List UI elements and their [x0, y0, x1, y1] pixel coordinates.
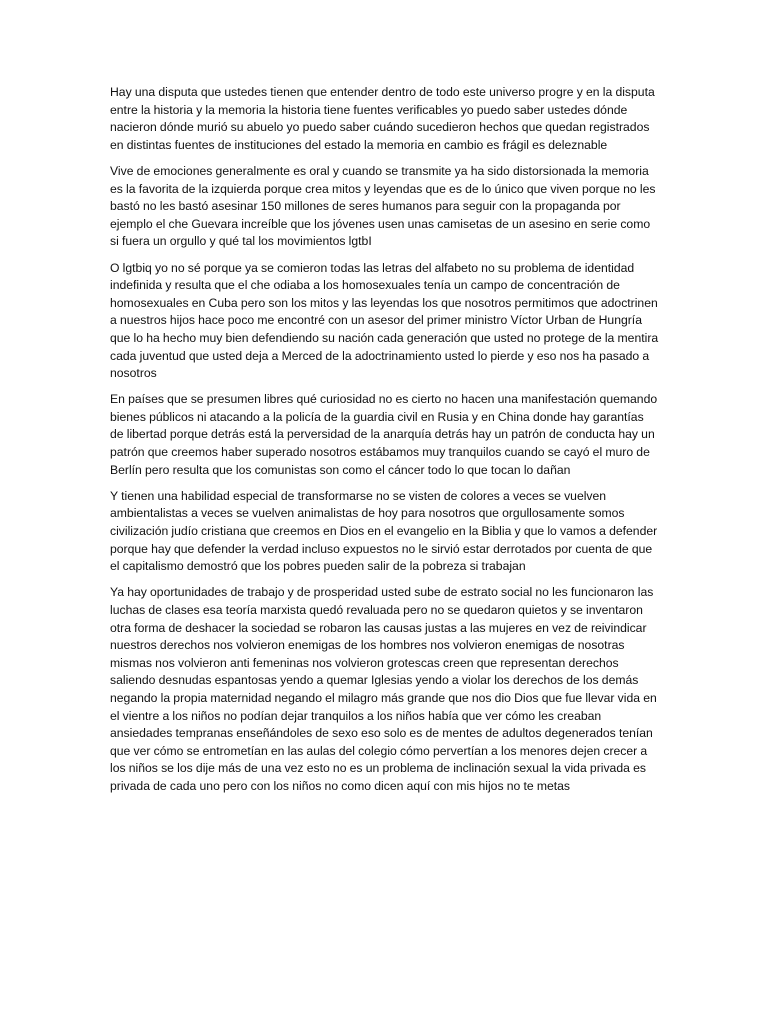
- paragraph-4: En países que se presumen libres qué curiosidad no es cierto no hacen una manifestación quemando bienes públicos ni atacando a la policía de la guardia civil en Rusia y en China donde hay garantías de libertad porque detrás está la perversidad de la anarquía detrás hay un patrón de conducta hay un patrón que creemos haber superado nosotros estábamos muy tranquilos cuando se cayó el muro de Berlín pero resulta que los comunistas son como el cáncer todo lo que tocan lo dañan: [110, 392, 658, 477]
- paragraph-3: O lgtbiq yo no sé porque ya se comieron todas las letras del alfabeto no su problema de identidad indefinida y resulta que el che odiaba a los homosexuales tenía un campo de concentración de homosexuales en Cuba pero son los mitos y las leyendas los que nosotros permitimos que adoctrinen a nuestros hijos hace poco me encontré con un asesor del primer ministro Víctor Urban de Hungría que lo ha hecho muy bien defendiendo su nación cada generación que usted no protege de la mentira cada juventud que usted deja a Merced de la adoctrinamiento usted lo pierde y eso nos ha pasado a nosotros: [110, 260, 659, 381]
- paragraph-2: Vive de emociones generalmente es oral y cuando se transmite ya ha sido distorsionada la memoria es la favorita de la izquierda porque crea mitos y leyendas que es de lo único que viven porque no les bastó no les bastó asesinar 150 millones de seres humanos para seguir con la propaganda por ejemplo el che Guevara increíble que los jóvenes usen unas camisetas de un asesino en serie como si fuera un orgullo y qué tal los movimientos lgtbI: [110, 163, 656, 249]
- paragraph-1: Hay una disputa que ustedes tienen que entender dentro de todo este universo progre y en la disputa entre la historia y la memoria la historia tiene fuentes verificables yo puedo saber ustedes dónde nacieron dónde murió su abuelo yo puedo saber cuándo sucedieron hechos que quedan registrados en distintas fuentes de instituciones del estado la memoria en cambio es frágil es deleznable: [110, 85, 655, 152]
- document-page: [110, 84, 660, 804]
- paragraph-6: Ya hay oportunidades de trabajo y de prosperidad usted sube de estrato social no les funcionaron las luchas de clases esa teoría marxista quedó revaluada pero no se quedaron quietos y se inventaron otra forma de deshacer la sociedad se robaron las causas justas a las mujeres en vez de reivindicar nuestros derechos nos volvieron enemigas de los hombres nos volvieron enemigas de nosotras mismas nos volvieron anti femeninas nos volvieron grotescas creen que representan derechos saliendo desnudas espantosas yendo a quemar Iglesias yendo a violar los derechos de los demás negando la propia maternidad negando el milagro más grande que nos dio Dios que fue llevar vida en el vientre a los niños no podían dejar tranquilos a los niños había que ver cómo les creaban ansiedades tempranas enseñándoles de sexo eso solo es de mentes de adultos degenerados tenían que ver cómo se entrometían en las aulas del colegio cómo pervertían a los menores dejen crecer a los niños se los dije más de una vez esto no es un problema de inclinación sexual la vida privada es privada de cada uno pero con los niños no como dicen aquí con mis hijos no te metas: [110, 585, 657, 793]
- paragraph-5: Y tienen una habilidad especial de transformarse no se visten de colores a veces se vuelven ambientalistas a veces se vuelven animalistas de hoy para nosotros que orgullosamente somos civilización judío cristiana que creemos en Dios en el evangelio en la Biblia y que lo vamos a defender porque hay que defender la verdad incluso expuestos no le sirvió estar derrotados por cuenta de que el capitalismo demostró que los pobres pueden salir de la pobreza si trabajan: [110, 488, 658, 574]
